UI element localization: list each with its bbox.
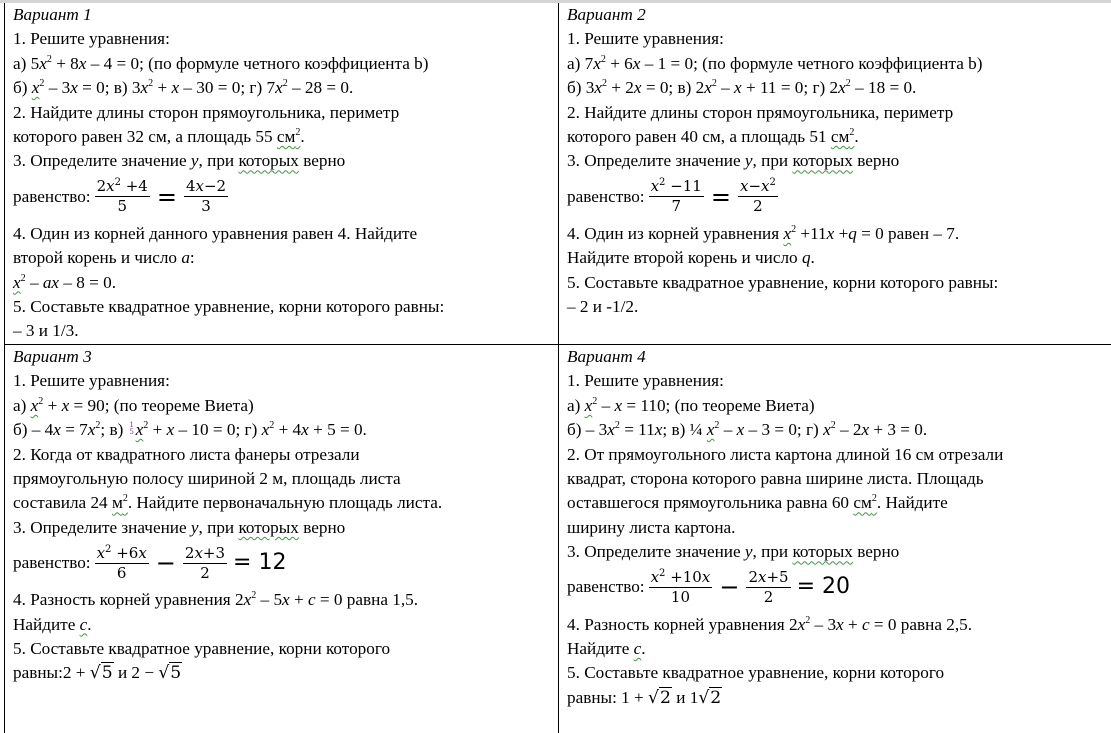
task3-equation xyxy=(13,172,558,222)
task1-heading: 1. Решите уравнения: xyxy=(567,371,724,391)
task3-equation xyxy=(13,538,558,588)
task1-a: а) $x^2 + x = 90$; (по теореме Виета) xyxy=(13,395,254,415)
variant-title: Вариант 3 xyxy=(13,347,92,366)
task3-intro: 3. Определите значение y, при которых верно xyxy=(13,517,346,537)
variant-1-cell xyxy=(5,3,558,344)
task1-heading: 1. Решите уравнения: xyxy=(13,371,170,391)
task4-line-1: 4. Один из корней уравнения $x^2 +11x +q = 0$ равен – 7. xyxy=(567,223,960,243)
task4-line-1: 4. Один из корней данного уравнения равен 4. Найдите xyxy=(13,223,418,243)
task4-line-1: 4. Разность корней уравнения $2x^2 - 5x + c = 0$ равна 1,5. xyxy=(13,590,419,610)
task3-equation xyxy=(567,172,1111,222)
equation-operator: − xyxy=(155,549,176,578)
task1-bvg: б) $3x^2 + 2x = 0$; в) $2x^2 - x + 11 = 0$; г) $2x^2 - 18 = 0$. xyxy=(567,78,917,98)
task5-line-1: 5. Составьте квадратное уравнение, корни которого xyxy=(567,663,945,683)
variant-3-cell xyxy=(5,345,558,733)
fraction-right: $\frac{2x+3}{2}$ xyxy=(184,543,226,582)
task4-line-2: Найдите c. xyxy=(567,639,646,659)
task5-line-1: 5. Составьте квадратное уравнение, корни которого равны: xyxy=(13,297,445,317)
task5-line-2: – 2 и -1/2. xyxy=(567,297,639,317)
equation-rhs: = 12 xyxy=(233,550,287,576)
task2-line-1: 2. Найдите длины сторон прямоугольника, периметр xyxy=(567,102,954,122)
task3-intro: 3. Определите значение y, при которых верно xyxy=(13,151,346,171)
task4-line-1: 4. Разность корней уравнения $2x^2 - 3x + c = 0$ равна 2,5. xyxy=(567,614,973,634)
task5-line-1: 5. Составьте квадратное уравнение, корни которого равны: xyxy=(567,272,999,292)
variant-title: Вариант 4 xyxy=(567,347,646,366)
task2-line-2: которого равен 32 см, а площадь 55 $см^2$. xyxy=(13,127,305,147)
equation-rhs: = 20 xyxy=(796,574,850,600)
task1-a: а) $x^2 - x = 110$; (по теореме Виета) xyxy=(567,395,815,415)
task5-line-1: 5. Составьте квадратное уравнение, корни которого xyxy=(13,639,391,659)
task3-label: равенство: xyxy=(13,553,91,573)
task5-line-2: – 3 и 1/3. xyxy=(13,321,79,341)
task2-line-2: прямоугольную полосу шириной 2 м, площадь листа xyxy=(13,469,401,489)
fraction-right: $\frac{2x+5}{2}$ xyxy=(748,568,789,607)
task3-label: равенство: xyxy=(567,577,645,597)
task2-line-1: 2. Найдите длины сторон прямоугольника, периметр xyxy=(13,102,400,122)
variant-4-cell xyxy=(559,345,1111,733)
variants-table xyxy=(4,3,1111,733)
task4-line-2: Найдите второй корень и число q. xyxy=(567,248,815,268)
task1-bvg: $б) - 4x = 7x^2$; в) 1 5 $x^2 + x - 10 = 0$; г) $x^2 + 4x + 5 = 0$. xyxy=(13,420,367,440)
task2-line-2: квадрат, сторона которого равна ширине листа. Площадь xyxy=(567,469,984,489)
fraction-right: $\frac{4x-2}{3}$ xyxy=(185,177,227,216)
fraction-right: $\frac{x-x^2}{2}$ xyxy=(739,177,776,216)
task2-line-1: 2. От прямоугольного листа картона длиной 16 см отрезали xyxy=(567,444,1004,464)
task2-line-2: которого равен 40 см, а площадь 51 $см^2$. xyxy=(567,127,859,147)
fraction-left: $\frac{x^2 +6x}{6}$ xyxy=(96,543,147,582)
task1-a: а) $5x^2 + 8x - 4 = 0$; (по формуле четного коэффициента b) xyxy=(13,53,429,73)
task2-line-3: оставшегося прямоугольника равна 60 $см^2$. Найдите xyxy=(567,493,948,513)
fraction-left: $\frac{x^2 +10x}{10}$ xyxy=(650,568,711,607)
task4-line-2: Найдите c. xyxy=(13,614,92,634)
task4-line-2: второй корень и число a: xyxy=(13,248,195,268)
task2-line-3: составила 24 $м^2$. Найдите первоначальную площадь листа. xyxy=(13,493,443,513)
one-fifth-fraction: 1 5 xyxy=(129,420,134,437)
equation-operator: = xyxy=(156,182,177,211)
task1-bvg: $б) - 3x^2 = 11x$; в) ¼ $x^2 - x - 3 = 0$; г) $x^2 - 2x + 3 = 0$. xyxy=(567,420,928,440)
task1-a: а) $7x^2 + 6x - 1 = 0$; (по формуле четного коэффициента b) xyxy=(567,53,983,73)
task3-label: равенство: xyxy=(567,186,645,206)
task3-label: равенство: xyxy=(13,186,91,206)
task1-heading: 1. Решите уравнения: xyxy=(567,29,724,49)
task5-line-2: равны:2 + √5 и 2 − √5 xyxy=(13,663,182,684)
task3-equation xyxy=(567,563,1111,613)
task3-intro: 3. Определите значение y, при которых верно xyxy=(567,542,900,562)
task2-line-1: 2. Когда от квадратного листа фанеры отрезали xyxy=(13,444,360,464)
task5-line-2: равны: 1 + √2 и 1√2 xyxy=(567,687,722,708)
task2-line-4: ширину листа картона. xyxy=(567,517,736,537)
variant-title: Вариант 1 xyxy=(13,5,92,24)
fraction-left: $\frac{x^2 -11}{7}$ xyxy=(650,177,702,216)
task1-heading: 1. Решите уравнения: xyxy=(13,29,170,49)
equation-operator: = xyxy=(710,182,731,211)
variant-2-cell xyxy=(559,3,1111,344)
task4-line-3: $x^2$ – ax – 8 = 0. xyxy=(13,272,117,292)
variant-title: Вариант 2 xyxy=(567,5,646,24)
equation-operator: − xyxy=(719,573,740,602)
task3-intro: 3. Определите значение y, при которых верно xyxy=(567,151,900,171)
fraction-left: $\frac{2x^2 +4}{5}$ xyxy=(96,177,148,216)
task1-bvg: б) $x^2 - 3x = 0$; в) $3x^2 + x - 30 = 0$; г) $7x^2 - 28 = 0$. xyxy=(13,78,354,98)
